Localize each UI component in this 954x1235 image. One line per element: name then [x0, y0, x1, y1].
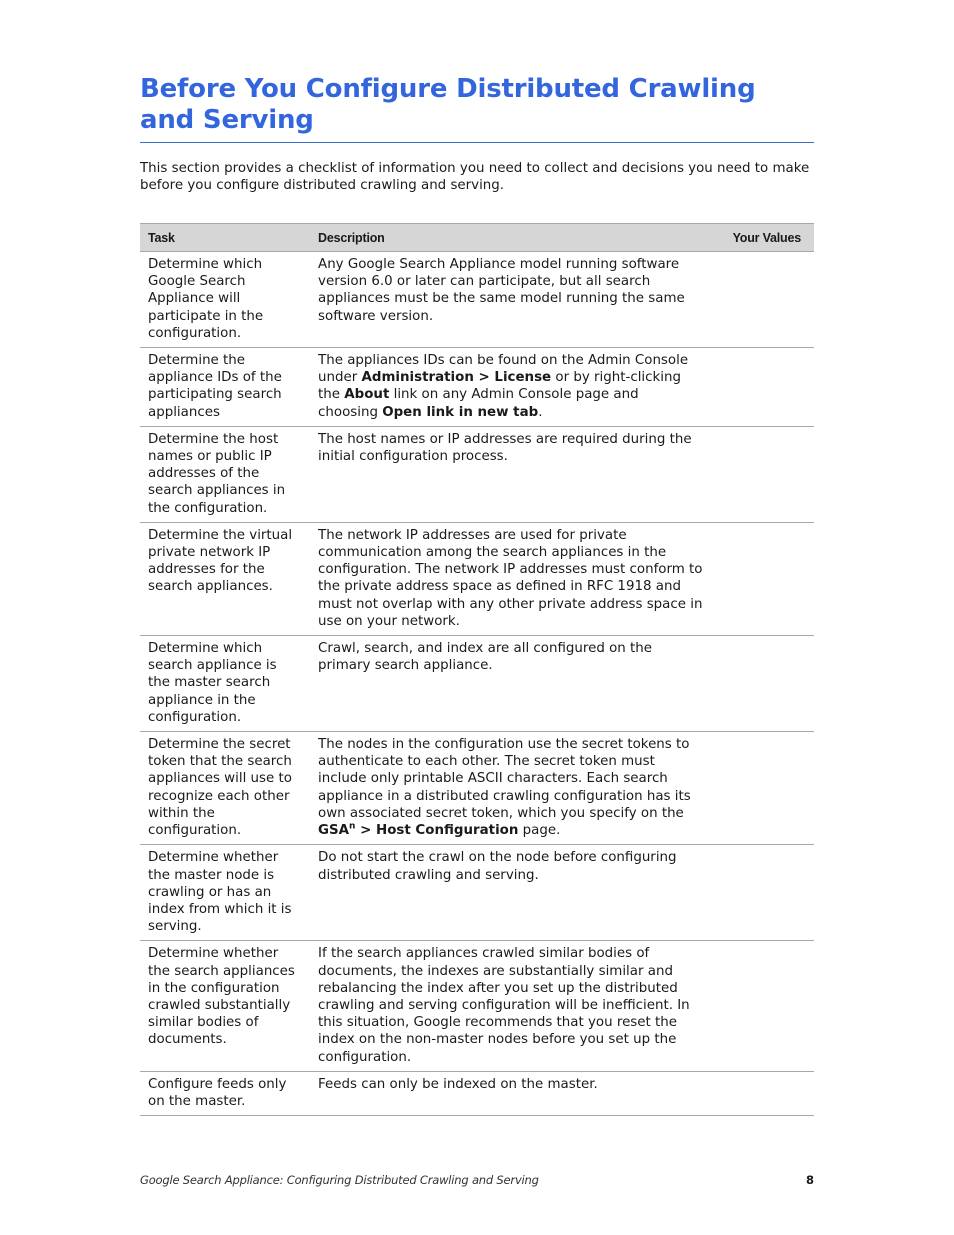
description-text: link on any Admin Console page and choosing [318, 387, 639, 420]
description-cell [310, 845, 711, 941]
description-emphasis: Open link in new tab [382, 404, 539, 420]
column-header-task: Task [140, 224, 310, 252]
task-cell: Determine whether the search appliances in the configuration crawled substantially similar bodies of documents. [140, 941, 310, 1071]
description-cell [310, 636, 711, 732]
description-text: The appliances IDs can be found on the Admin Console under [318, 353, 689, 386]
checklist-table-body [140, 252, 814, 1116]
task-cell: Configure feeds only on the master. [140, 1071, 310, 1115]
description-text: Do not start the crawl on the node before configuring distributed crawling and serving. [318, 850, 677, 883]
description-cell [310, 732, 711, 845]
description-text: . [538, 404, 543, 420]
description-text: The network IP addresses are used for private communication among the search appliances in the configuration. The network IP addresses must conform to the private address space as defined in RFC 1918 and must not overlap with any other private address space in use on your network. [318, 527, 703, 629]
description-cell [310, 522, 711, 635]
your-values-cell[interactable] [711, 1071, 814, 1115]
table-row [140, 732, 814, 845]
description-cell [310, 252, 711, 348]
task-cell: Determine the appliance IDs of the participating search appliances [140, 348, 310, 427]
section-heading-line-2: and Serving [140, 105, 314, 135]
intro-paragraph: This section provides a checklist of information you need to collect and decisions you need to make before you configure distributed crawling and serving. [140, 161, 810, 193]
column-header-your-values: Your Values [711, 224, 814, 252]
your-values-cell[interactable] [711, 522, 814, 635]
task-cell: Determine the secret token that the search appliances will use to recognize each other within the configuration. [140, 732, 310, 845]
table-row [140, 941, 814, 1071]
description-text: page. [518, 823, 561, 839]
table-row [140, 845, 814, 941]
description-text: The host names or IP addresses are required during the initial configuration process. [318, 431, 692, 465]
your-values-cell[interactable] [711, 941, 814, 1071]
description-emphasis: > Host Configuration [355, 823, 519, 839]
task-cell: Determine whether the master node is crawling or has an index from which it is serving. [140, 845, 310, 941]
table-header-row [140, 224, 814, 252]
footer-document-title: Google Search Appliance: Configuring Distributed Crawling and Serving [140, 1173, 539, 1187]
table-row [140, 348, 814, 427]
description-emphasis: About [344, 387, 390, 403]
table-row [140, 1071, 814, 1115]
task-cell: Determine which search appliance is the master search appliance in the configuration. [140, 636, 310, 732]
description-text: or by right-clicking the [318, 370, 681, 403]
table-row [140, 252, 814, 348]
your-values-cell[interactable] [711, 845, 814, 941]
description-cell [310, 1071, 711, 1115]
description-text: Crawl, search, and index are all configured on the primary search appliance. [318, 641, 653, 674]
description-text: Feeds can only be indexed on the master. [318, 1076, 598, 1092]
task-cell: Determine the virtual private network IP addresses for the search appliances. [140, 522, 310, 635]
footer-page-number: 8 [805, 1173, 814, 1187]
your-values-cell[interactable] [711, 732, 814, 845]
description-text: If the search appliances crawled similar bodies of documents, the indexes are substantially similar and rebalancing the index after you set up the distributed crawling and serving configuration will be inefficient. In this situation, Google recommends that you reset the index on the non-master nodes before you set up the configuration. [318, 946, 690, 1065]
description-emphasis: Administration > License [361, 370, 552, 386]
your-values-cell[interactable] [711, 636, 814, 732]
your-values-cell[interactable] [711, 348, 814, 427]
task-cell: Determine the host names or public IP addresses of the search appliances in the configuration. [140, 426, 310, 522]
checklist-table [140, 223, 814, 1116]
description-cell [310, 941, 711, 1071]
column-header-description: Description [310, 224, 711, 252]
description-superscript: n [349, 821, 356, 832]
section-heading [140, 74, 814, 136]
task-cell: Determine which Google Search Appliance will participate in the configuration. [140, 252, 310, 348]
table-row [140, 636, 814, 732]
your-values-cell[interactable] [711, 252, 814, 348]
section-heading-line-1: Before You Configure Distributed Crawling [140, 74, 756, 104]
your-values-cell[interactable] [711, 426, 814, 522]
description-cell [310, 348, 711, 427]
description-text: Any Google Search Appliance model running software version 6.0 or later can participate, but all search appliances must be the same model running the same software version. [318, 257, 685, 324]
description-emphasis: GSA [318, 823, 350, 839]
table-row [140, 426, 814, 522]
description-text: The nodes in the configuration use the secret tokens to authenticate to each other. The secret token must include only printable ASCII characters. Each search appliance in a distributed crawling configuration has its own associated secret token, which you specify on the [318, 737, 691, 821]
description-cell [310, 426, 711, 522]
heading-divider [140, 142, 814, 143]
table-row [140, 522, 814, 635]
